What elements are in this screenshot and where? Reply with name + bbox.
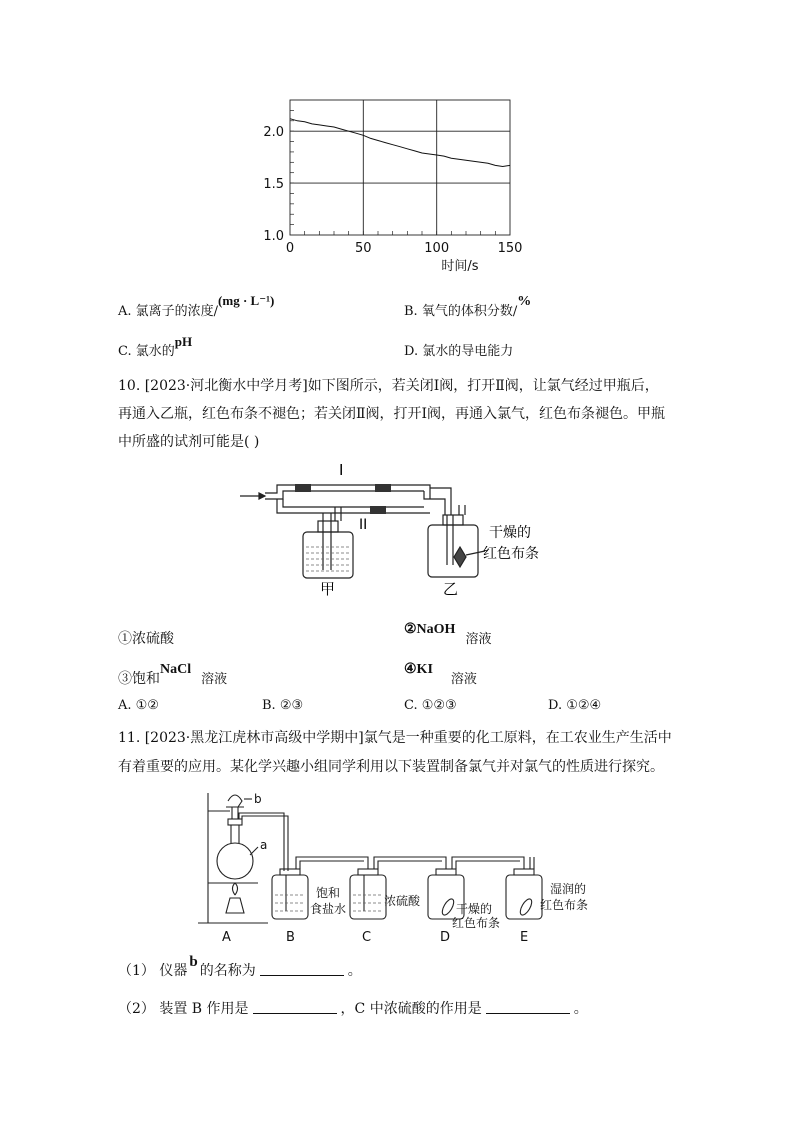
q10-item-4 bbox=[404, 658, 477, 687]
q11-sub2-prefix: （2） 装置 B 作用是 bbox=[118, 1001, 249, 1017]
bottle-b-text-1: 饱和 bbox=[316, 886, 341, 900]
valve-i-body bbox=[295, 484, 311, 492]
tube-right bbox=[395, 488, 451, 515]
q10-item-2-formula: ②NaOH bbox=[404, 622, 456, 637]
y-tick-label-1.0: 1.0 bbox=[263, 229, 284, 244]
q11-stem-line1: 11. [2023·黑龙江虎林市高级中学期中]氯气是一种重要的化工原料，在工农业生产生活中 bbox=[118, 730, 672, 746]
x-tick-label-50: 50 bbox=[355, 241, 372, 256]
cloth-label-line1: 干燥的 bbox=[489, 525, 531, 541]
bottle-d-text-2: 红色布条 bbox=[452, 916, 501, 930]
label-a: a bbox=[260, 838, 268, 852]
q9-option-b-text: B. 氧气的体积分数/ bbox=[404, 304, 518, 319]
minor-ticks bbox=[290, 110, 495, 235]
q9-option-b bbox=[404, 294, 532, 320]
answer-blank-2[interactable] bbox=[253, 1001, 337, 1014]
y-tick-label-1.5: 1.5 bbox=[263, 177, 284, 192]
q11-sub1-end: 。 bbox=[347, 963, 362, 979]
q10-item-3-suffix: 溶液 bbox=[201, 672, 228, 687]
q9-option-d: D. 氯水的导电能力 bbox=[404, 344, 514, 359]
bottle-jia-stopper bbox=[318, 521, 338, 532]
alcohol-lamp bbox=[226, 898, 244, 913]
q11-sub1-symbol: b bbox=[189, 954, 198, 970]
apparatus-a-label: A bbox=[222, 930, 231, 945]
liquid-jia bbox=[306, 547, 350, 571]
q10-option-a: A. ①② bbox=[118, 698, 159, 713]
bottle-b bbox=[272, 875, 308, 919]
q11-apparatus-diagram bbox=[190, 783, 610, 948]
series-line bbox=[290, 119, 510, 167]
flask-stopper bbox=[228, 819, 242, 825]
valve-i-label: I bbox=[339, 461, 344, 479]
apparatus-d-label: D bbox=[440, 930, 451, 945]
apparatus-c-label: C bbox=[362, 930, 372, 945]
q10-item-3 bbox=[118, 658, 228, 687]
x-tick-label-0: 0 bbox=[285, 241, 295, 256]
chart-grid bbox=[290, 100, 510, 235]
valve-ii-body bbox=[370, 506, 386, 514]
plot-frame bbox=[290, 100, 510, 235]
q10-item-2 bbox=[404, 618, 492, 647]
q10-option-b: B. ②③ bbox=[262, 698, 304, 713]
valve-ii-label: II bbox=[359, 517, 368, 533]
q10-apparatus-diagram bbox=[235, 455, 565, 605]
q9-option-b-unit: % bbox=[517, 294, 532, 309]
q9-option-a-text: A. 氯离子的浓度/ bbox=[118, 304, 219, 319]
q10-stem-line2: 再通入乙瓶，红色布条不褪色；若关闭Ⅱ阀，打开Ⅰ阀，再通入氯气，红色布条褪色。甲瓶 bbox=[118, 406, 666, 422]
red-cloth-strip bbox=[454, 547, 466, 567]
q9-option-c bbox=[118, 334, 193, 359]
tube-e-outlet bbox=[530, 857, 534, 869]
q11-stem-line2: 有着重要的应用。某化学兴趣小组同学利用以下装置制备氯气并对氯气的性质进行探究。 bbox=[118, 759, 664, 775]
bottle-b-text-2: 食盐水 bbox=[310, 902, 347, 916]
dry-red-cloth bbox=[440, 897, 456, 917]
bottle-c-stopper bbox=[358, 869, 378, 875]
q10-stem-line3: 中所盛的试剂可能是( ) bbox=[118, 434, 260, 450]
q9-option-c-unit: pH bbox=[174, 334, 193, 349]
q11-subquestion-2 bbox=[118, 998, 588, 1018]
q11-sub1-prefix: （1） 仪器 bbox=[118, 963, 188, 979]
q10-item-1: ①浓硫酸 bbox=[118, 631, 174, 647]
flask-neck bbox=[231, 825, 239, 843]
q10-item-3-text: ③饱和 bbox=[118, 671, 160, 687]
apparatus-b-label: B bbox=[286, 930, 295, 945]
tube-c-to-d bbox=[374, 857, 446, 869]
q11-sub2-end: 。 bbox=[573, 1001, 588, 1017]
apparatus-e-label: E bbox=[520, 930, 529, 945]
round-bottom-flask bbox=[217, 843, 253, 879]
label-b: b bbox=[254, 792, 262, 806]
label-a-leader bbox=[250, 847, 258, 855]
q9-option-a-unit: (mg · L⁻¹) bbox=[218, 293, 275, 308]
bottle-jia-tubes bbox=[323, 507, 341, 570]
tube-top bbox=[265, 485, 430, 499]
wet-red-cloth bbox=[518, 897, 534, 917]
q11-sub2-text: ，C 中浓硫酸的作用是 bbox=[340, 1001, 482, 1017]
y-tick-label-2.0: 2.0 bbox=[263, 125, 284, 140]
q10-item-2-text: 溶液 bbox=[465, 632, 492, 647]
q11-subquestion-1 bbox=[118, 954, 362, 980]
x-tick-label-150: 150 bbox=[497, 241, 523, 256]
x-axis-label: 时间/s bbox=[441, 259, 479, 274]
q10-item-4-formula: ④KI bbox=[404, 662, 433, 677]
q11-sub1-text: 的名称为 bbox=[199, 963, 256, 979]
bottle-d-stopper bbox=[436, 869, 456, 875]
bottle-c bbox=[350, 875, 386, 919]
bottle-jia-label: 甲 bbox=[320, 580, 336, 598]
bottle-c-text: 浓硫酸 bbox=[384, 894, 421, 908]
x-tick-label-100: 100 bbox=[424, 241, 450, 256]
q10-option-d: D. ①②④ bbox=[548, 698, 602, 713]
q9-option-a bbox=[118, 293, 275, 319]
inlet-arrowhead-icon bbox=[259, 493, 265, 499]
bottle-e-stopper bbox=[514, 869, 534, 875]
q10-stem-line1: 10. [2023·河北衡水中学月考]如下图所示，若关闭Ⅰ阀，打开Ⅱ阀，让氯气经过甲瓶后， bbox=[118, 378, 659, 394]
bottle-e-text-1: 湿润的 bbox=[550, 882, 587, 896]
line-chart bbox=[250, 90, 550, 280]
valve-i-body-2 bbox=[375, 484, 391, 492]
bottle-e-text-2: 红色布条 bbox=[540, 898, 589, 912]
q9-option-c-text: C. 氯水的 bbox=[118, 344, 175, 359]
bottle-e bbox=[506, 875, 542, 919]
tube-b-to-c bbox=[296, 857, 368, 869]
cloth-label-line2: 红色布条 bbox=[483, 546, 539, 562]
answer-blank-3[interactable] bbox=[486, 1001, 570, 1014]
q10-option-c: C. ①②③ bbox=[404, 698, 457, 713]
bottle-yi-label: 乙 bbox=[443, 580, 459, 598]
bottle-b-stopper bbox=[280, 869, 300, 875]
bottle-d-text-1: 干燥的 bbox=[456, 902, 493, 916]
answer-blank-1[interactable] bbox=[260, 963, 344, 976]
lamp-flame bbox=[233, 883, 238, 895]
tube-d-to-e bbox=[452, 857, 524, 869]
q10-item-4-text: 溶液 bbox=[450, 672, 477, 687]
q10-item-3-formula: NaCl bbox=[160, 662, 192, 677]
